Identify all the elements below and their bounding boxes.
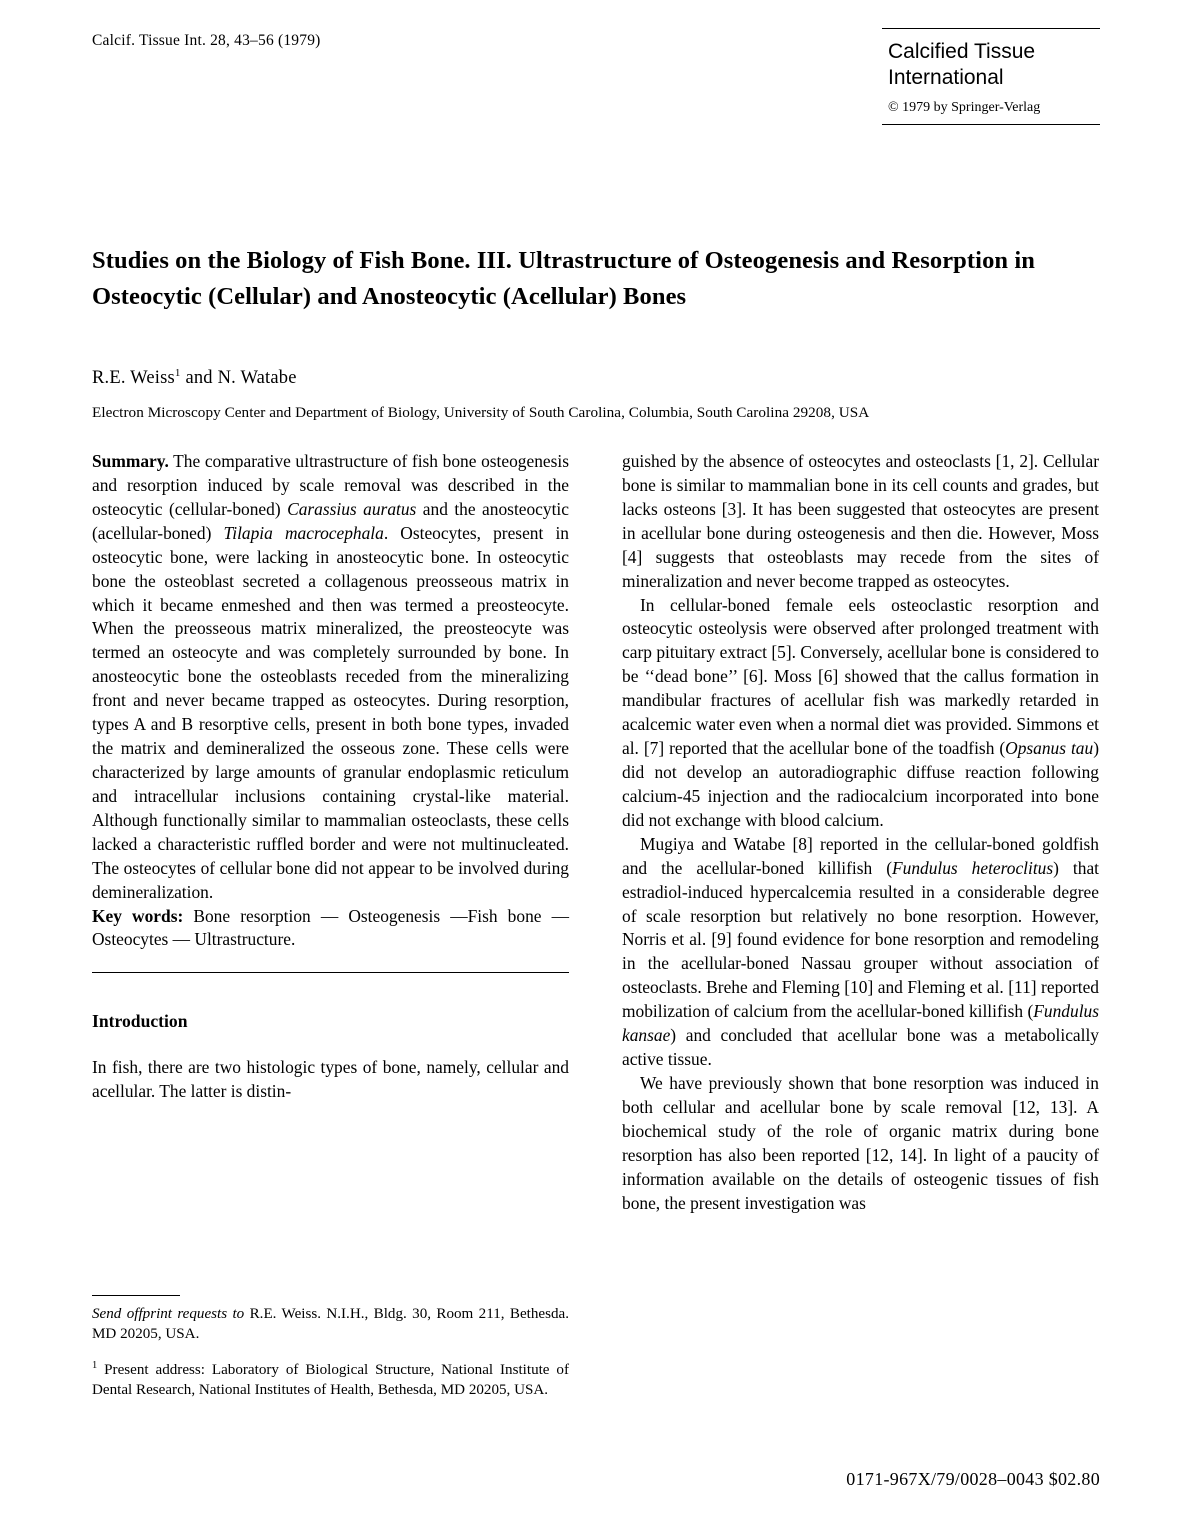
intro-p3-species-1: Fundulus heteroclitus [892,857,1054,878]
summary-text-3: . Osteocytes, present in osteocytic bone, were lacking in anosteocytic bone. In osteocytic bone the osteoblast secreted a collagenous preosseous matrix in which it became enmeshed and then was termed a preosteocyte. When the preosseous matrix mineralized, the preosteocyte was termed an osteocyte and was completely surrounded by bone. In anosteocytic bone the osteoblasts receded from the mineralizing front and never became trapped as osteocytes. During resorption, types A and B resorptive cells, present in both bone types, invaded the matrix and demineralized the osseous zone. These cells were characterized by large amounts of granular endoplasmic reticulum and intracellular inclusions containing crystal-like material. Although functionally similar to mammalian osteoclasts, these cells lacked a characteristic ruffled border and were not multinucleated. The osteocytes of cellular bone did not appear to be involved during demineralization. [92,522,569,902]
summary-text-2: and the anosteocytic (acellular-boned) [92,498,569,543]
summary-species-2: Tilapia macrocephala [223,522,384,543]
introduction-paragraph-2 [622,594,1099,833]
footnote-address-text: Present address: Laboratory of Biological Structure, National Institute of Dental Research, National Institutes of Health, Bethesda, MD 20205, USA. [92,1361,569,1399]
journal-title [882,39,1100,92]
footnotes-block [92,1295,569,1415]
author-names-rest: and N. Watabe [180,368,297,389]
intro-p2-text-a: In cellular-boned female eels osteoclastic resorption and osteocytic osteolysis were observed after prolonged treatment with carp pituitary extract [5]. Conversely, acellular bone is considered to be ‘‘dead bone’’ [6]. Moss [6] showed that the callus formation in mandibular fractures of acellular fish was markedly retarded in acalcemic water even when a normal diet was provided. Simmons et al. [7] reported that the acellular bone of the toadfish ( [622,594,1099,759]
keywords-text: Bone resorption — Osteogenesis —Fish bone — Osteocytes — Ultrastructure. [92,905,569,950]
intro-p3-text-a: Mugiya and Watabe [8] reported in the cellular-boned goldfish and the acellular-boned killifish ( [622,833,1099,878]
footnote-offprint-label: Send offprint requests to [92,1306,245,1322]
affiliation: Electron Microscopy Center and Department of Biology, University of South Carolina, Columbia, South Carolina 29208, USA [92,404,870,421]
summary-text-1: The comparative ultrastructure of fish bone osteogenesis and resorption induced by scale removal was described in the osteocytic (cellular-boned) [92,451,569,519]
page-header [92,28,1100,158]
summary-paragraph [92,450,569,905]
footnote-offprint [92,1304,569,1345]
author-names: R.E. Weiss [92,368,175,389]
issn-code: 0171-967X/79/0028–0043 $02.80 [846,1469,1100,1489]
author-list [92,367,1100,389]
page-title: Studies on the Biology of Fish Bone. III. Ultrastructure of Osteogenesis and Resorption in Osteocytic (Cellular) and Anosteocytic (Acellular) Bones [92,247,1036,310]
section-heading-introduction: Introduction [92,1011,188,1032]
column-left [92,450,569,1104]
keywords-paragraph [92,905,569,953]
author-footnote-marker: 1 [174,367,181,379]
introduction-paragraph-1: In fish, there are two histologic types of bone, namely, cellular and acellular. The latter is distin- [92,1057,569,1102]
introduction-paragraph-3 [622,833,1099,1072]
journal-title-line1: Calcified Tissue [888,40,1036,63]
summary-label: Summary. [92,451,169,471]
journal-masthead [882,28,1100,125]
intro-p3-species-2: Fundulus kansae [622,1001,1099,1046]
intro-p2-text-b: ) did not develop an autoradiographic diffuse reaction following calcium-45 injection and the radiocalcium incorporated into bone did not exchange with blood calcium. [622,738,1099,830]
keywords-label: Key words: [92,905,184,926]
journal-title-line2: International [888,66,1004,90]
introduction-paragraph-1-continued: guished by the absence of osteocytes and osteoclasts [1, 2]. Cellular bone is similar to mammalian bone in its cell counts and grades, but lacks osteons [3]. It has been suggested that osteocytes are present in acellular bone during osteogenesis and then die. However, Moss [4] suggests that osteoblasts may recede from the sites of mineralization and never become trapped as osteocytes. [622,451,1099,591]
footnote-divider [92,1295,180,1296]
introduction-paragraph-4: We have previously shown that bone resorption was induced in both cellular and acellular bone by scale removal [12, 13]. A biochemical study of the role of organic matrix during bone resorption has also been reported [12, 14]. In light of a paucity of information available on the details of osteogenic tissues of fish bone, the present investigation was [622,1072,1099,1213]
intro-p2-species: Opsanus tau [1005,738,1094,759]
journal-copyright: © 1979 by Springer-Verlag [888,99,1041,115]
intro-p3-text-b: ) that estradiol-induced hypercalcemia resulted in a considerable degree of scale resorption but relatively no bone resorption. However, Norris et al. [9] found evidence for bone resorption and remodeling in the acellular-boned Nassau grouper without association of osteoclasts. Brehe and Fleming [10] and Fleming et al. [11] reported mobilization of calcium from the acellular-boned killifish ( [622,857,1100,1022]
footnote-offprint-text: R.E. Weiss. N.I.H., Bldg. 30, Room 211, Bethesda. MD 20205, USA. [92,1306,569,1343]
footnote-marker: 1 [92,1359,98,1371]
summary-species-1: Carassius auratus [287,498,417,519]
section-divider [92,972,569,973]
intro-p3-text-c: ) and concluded that acellular bone was a metabolically active tissue. [622,1025,1099,1070]
column-right [622,450,1099,1216]
footnote-present-address [92,1359,569,1401]
journal-reference: Calcif. Tissue Int. 28, 43–56 (1979) [92,32,321,49]
